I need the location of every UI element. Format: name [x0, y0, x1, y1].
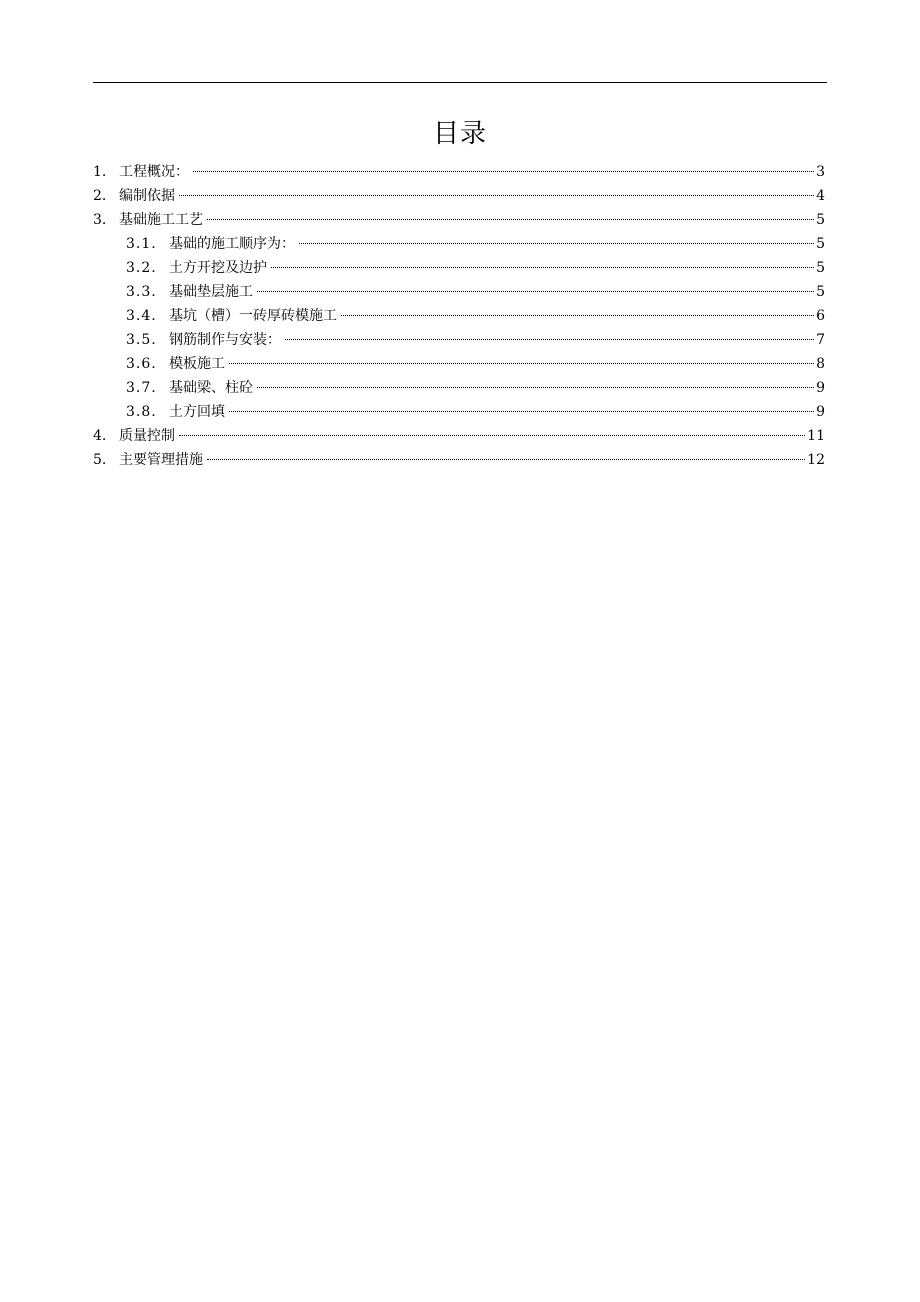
- toc-entry-title: 土方开挖及边护: [169, 260, 267, 276]
- toc-entry-number: 3.: [93, 212, 107, 228]
- toc-entry-number: 1.: [93, 164, 107, 180]
- toc-entry-page: 6: [816, 308, 825, 324]
- toc-entry-number: 2.: [93, 188, 107, 204]
- toc-entry-number: 5.: [93, 452, 107, 468]
- toc-entry-title: 质量控制: [119, 428, 175, 444]
- toc-entry-title: 基础梁、柱砼: [169, 380, 253, 396]
- toc-entry-number: 3.1.: [126, 236, 157, 252]
- toc-subentry[interactable]: [93, 304, 825, 328]
- toc-entry[interactable]: [93, 160, 825, 184]
- toc-subentry[interactable]: [93, 280, 825, 304]
- toc-leader-dots: [271, 267, 814, 268]
- toc-leader-dots: [207, 459, 805, 460]
- toc-entry-title: 基础施工工艺: [119, 212, 203, 228]
- toc-subentry[interactable]: [93, 400, 825, 424]
- toc-entry-title: 基础的施工顺序为：: [169, 236, 295, 252]
- toc-leader-dots: [179, 195, 814, 196]
- toc-entry-title: 基坑（槽）一砖厚砖模施工: [169, 308, 337, 324]
- toc-entry-title: 编制依据: [119, 188, 175, 204]
- toc-entry-number: 3.4.: [126, 308, 157, 324]
- toc-entry-page: 5: [816, 212, 825, 228]
- toc-entry-title: 模板施工: [169, 356, 225, 372]
- toc-entry-number: 3.6.: [126, 356, 157, 372]
- toc-title: 目录: [432, 119, 487, 149]
- toc-leader-dots: [285, 339, 814, 340]
- toc-leader-dots: [179, 435, 805, 436]
- toc-leader-dots: [229, 363, 814, 364]
- toc-entry-page: 4: [816, 188, 825, 204]
- toc-subentry[interactable]: [93, 352, 825, 376]
- toc-entry-page: 8: [816, 356, 825, 372]
- toc-entry-number: 3.3.: [126, 284, 157, 300]
- header-rule: [93, 82, 827, 83]
- toc-entry-number: 3.5.: [126, 332, 157, 348]
- toc-entry-page: 9: [816, 380, 825, 396]
- toc-subentry[interactable]: [93, 256, 825, 280]
- toc-subentry[interactable]: [93, 328, 825, 352]
- toc-entry-title: 钢筋制作与安装：: [169, 332, 281, 348]
- toc-leader-dots: [229, 411, 814, 412]
- toc-entry-page: 11: [807, 428, 825, 444]
- toc-entry-number: 3.8.: [126, 404, 157, 420]
- toc-leader-dots: [341, 315, 814, 316]
- toc-entry-title: 工程概况：: [119, 164, 189, 180]
- toc-entry-number: 3.7.: [126, 380, 157, 396]
- toc-entry-number: 4.: [93, 428, 107, 444]
- toc-subentry[interactable]: [93, 376, 825, 400]
- toc-entry[interactable]: [93, 208, 825, 232]
- toc-leader-dots: [193, 171, 814, 172]
- toc-entry-page: 12: [807, 452, 825, 468]
- toc-entry-page: 7: [816, 332, 825, 348]
- toc-entry-title: 土方回填: [169, 404, 225, 420]
- toc-leader-dots: [299, 243, 814, 244]
- toc-leader-dots: [257, 291, 814, 292]
- toc-entry-page: 5: [816, 236, 825, 252]
- toc-entry-title: 基础垫层施工: [169, 284, 253, 300]
- toc-entry-page: 9: [816, 404, 825, 420]
- toc-entry-page: 3: [816, 164, 825, 180]
- toc-entry-page: 5: [816, 260, 825, 276]
- table-of-contents: [93, 160, 825, 472]
- toc-leader-dots: [207, 219, 814, 220]
- toc-subentry[interactable]: [93, 232, 825, 256]
- toc-entry[interactable]: [93, 424, 825, 448]
- toc-leader-dots: [257, 387, 814, 388]
- toc-entry[interactable]: [93, 184, 825, 208]
- toc-entry-page: 5: [816, 284, 825, 300]
- toc-entry[interactable]: [93, 448, 825, 472]
- toc-entry-number: 3.2.: [126, 260, 157, 276]
- toc-entry-title: 主要管理措施: [119, 452, 203, 468]
